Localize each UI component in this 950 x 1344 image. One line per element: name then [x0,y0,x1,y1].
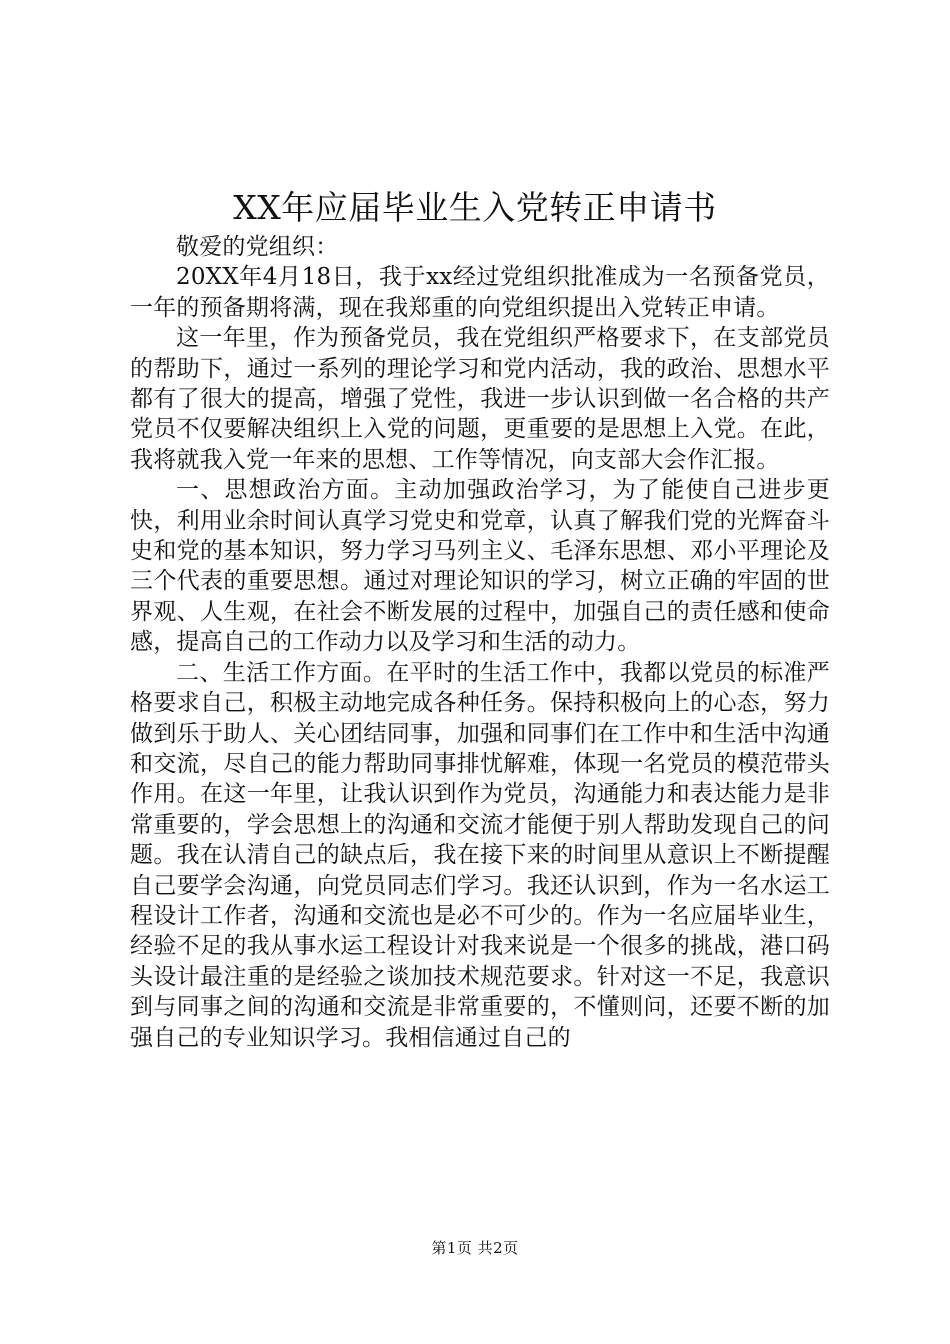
salutation: 敬爱的党组织： [176,234,339,260]
body-paragraph-4: 二、生活工作方面。在平时的生活工作中，我都以党员的标准严格要求自己，积极主动地完成各种任务。保持积极向上的心态，努力做到乐于助人、关心团结同事，加强和同事们在工作中和生活中沟通和交流，尽自己的能力帮助同事排忧解难，体现一名党员的模范带头作用。在这一年里，让我认识到作为党员，沟通能力和表达能力是非常重要的，学会思想上的沟通和交流才能便于别人帮助发现自己的问题。我在认清自己的缺点后，我在接下来的时间里从意识上不断提醒自己要学会沟通，向党员同志们学习。我还认识到，作为一名水运工程设计工作者，沟通和交流也是必不可少的。作为一名应届毕业生，经验不足的我从事水运工程设计对我来说是一个很多的挑战，港口码头设计最注重的是经验之谈加技术规范要求。针对这一不足，我意识到与同事之间的沟通和交流是非常重要的，不懂则问，还要不断的加强自己的专业知识学习。我相信通过自己的 [130,659,830,1051]
body-paragraph-1: 20XX年4月18日，我于xx经过党组织批准成为一名预备党员，一年的预备期将满，现在我郑重的向党组织提出入党转正申请。 [130,264,830,321]
body-paragraph-2: 这一年里，作为预备党员，我在党组织严格要求下，在支部党员的帮助下，通过一系列的理论学习和党内活动，我的政治、思想水平都有了很大的提高，增强了党性，我进一步认识到做一名合格的共产党员不仅要解决组织上入党的问题，更重要的是思想上入党。在此，我将就我入党一年来的思想、工作等情况，向支部大会作汇报。 [130,325,830,473]
page-number-footer: 第1页 共2页 [431,1239,519,1257]
document-title: XX年应届毕业生入党转正申请书 [233,188,717,227]
body-paragraph-3: 一、思想政治方面。主动加强政治学习，为了能使自己进步更快，利用业余时间认真学习党史和党章，认真了解我们党的光辉奋斗史和党的基本知识，努力学习马列主义、毛泽东思想、邓小平理论及三个代表的重要思想。通过对理论知识的学习，树立正确的牢固的世界观、人生观，在社会不断发展的过程中，加强自己的责任感和使命感，提高自己的工作动力以及学习和生活的动力。 [130,477,830,656]
document-body [130,232,830,1053]
